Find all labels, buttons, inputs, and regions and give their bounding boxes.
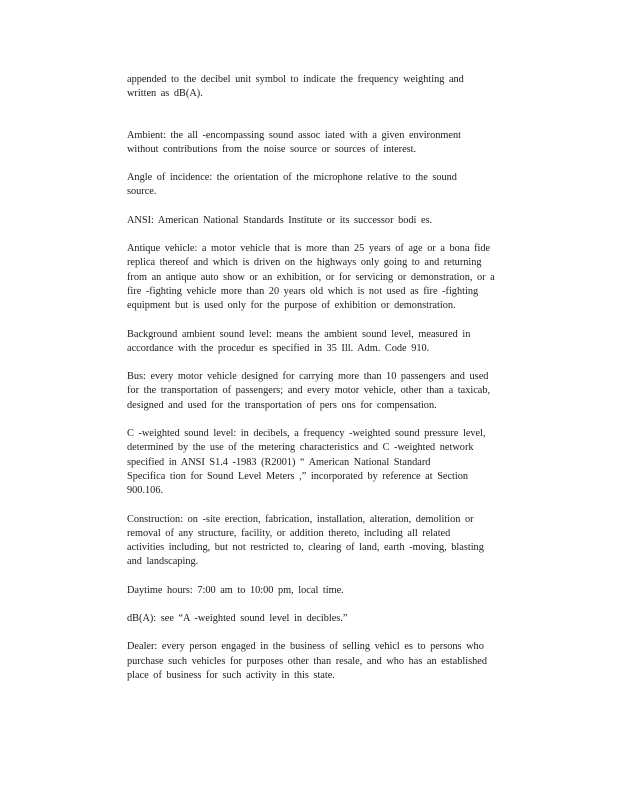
paragraph-background-ambient [127,328,532,357]
paragraph-dba [127,612,532,626]
text-line: replica thereof and which is driven on the highways only going to and returning [127,257,482,269]
text-line: Specifica tion for Sound Level Meters ,” incorporated by reference at Section [127,470,469,482]
text-line: Daytime hours: 7:00 am to 10:00 pm, local time. [127,584,344,596]
spacer [127,570,532,584]
paragraph-construction [127,513,532,570]
spacer [127,157,532,171]
paragraph-angle-of-incidence [127,171,532,200]
spacer [127,200,532,214]
text-line: appended to the decibel unit symbol to indicate the frequency weighting and [127,74,464,85]
spacer [127,356,532,370]
paragraph-c-weighted [127,427,532,498]
text-line: Angle of incidence: the orientation of the microphone relative to the sound [127,172,457,184]
paragraph-ambient [127,129,532,158]
spacer [127,626,532,640]
text-line: determined by the use of the metering characteristics and C -weighted network [127,442,474,454]
spacer [127,228,532,242]
text-line: removal of any structure, facility, or addition thereto, including all related [127,527,451,539]
text-line: 900.106. [127,485,164,497]
text-line: Ambient: the all -encompassing sound assoc iated with a given environment [127,129,461,141]
text-line: for the transportation of passengers; and every motor vehicle, other than a taxicab, [127,385,491,397]
paragraph-antique-vehicle [127,242,532,313]
text-line: written as dB(A). [127,88,203,100]
text-line: C -weighted sound level: in decibels, a frequency -weighted sound pressure level, [127,428,486,440]
text-line: without contributions from the noise source or sources of interest. [127,143,417,155]
text-line: purchase such vehicles for purposes other than resale, and who has an established [127,655,487,667]
text-line: from an antique auto show or an exhibition, or for servicing or demonstration, or a [127,271,495,283]
paragraph-daytime-hours [127,584,532,598]
text-line: specified in ANSI S1.4 -1983 (R2001) “ American National Standard [127,456,431,468]
text-line: fire -fighting vehicle more than 20 years old which is not used as fire -fighting [127,285,479,297]
spacer [127,102,532,129]
text-line: designed and used for the transportation of pers ons for compensation. [127,399,437,411]
paragraph-bus [127,370,532,413]
spacer [127,314,532,328]
paragraph-ansi [127,214,532,228]
text-line: source. [127,186,157,198]
document-page [127,73,532,683]
text-line: Background ambient sound level: means the ambient sound level, measured in [127,328,471,340]
paragraph-dealer [127,640,532,683]
text-line: dB(A): see “A -weighted sound level in decibles.” [127,613,348,625]
text-line: accordance with the procedur es specified in 35 Ill. Adm. Code 910. [127,342,430,354]
text-line: Dealer: every person engaged in the business of selling vehicl es to persons who [127,641,484,653]
text-line: ANSI: American National Standards Institute or its successor bodi es. [127,214,433,226]
text-line: Bus: every motor vehicle designed for carrying more than 10 passengers and used [127,371,489,383]
spacer [127,499,532,513]
text-line: equipment but is used only for the purpose of exhibition or demonstration. [127,300,456,312]
text-line: place of business for such activity in this state. [127,669,335,681]
text-line: Antique vehicle: a motor vehicle that is more than 25 years of age or a bona fide [127,243,491,255]
paragraph-appended [127,73,532,102]
spacer [127,598,532,612]
spacer [127,413,532,427]
text-line: activities including, but not restricted to, clearing of land, earth -moving, blasting [127,542,484,554]
text-line: and landscaping. [127,556,199,568]
text-line: Construction: on -site erection, fabrication, installation, alteration, demolition or [127,513,474,525]
